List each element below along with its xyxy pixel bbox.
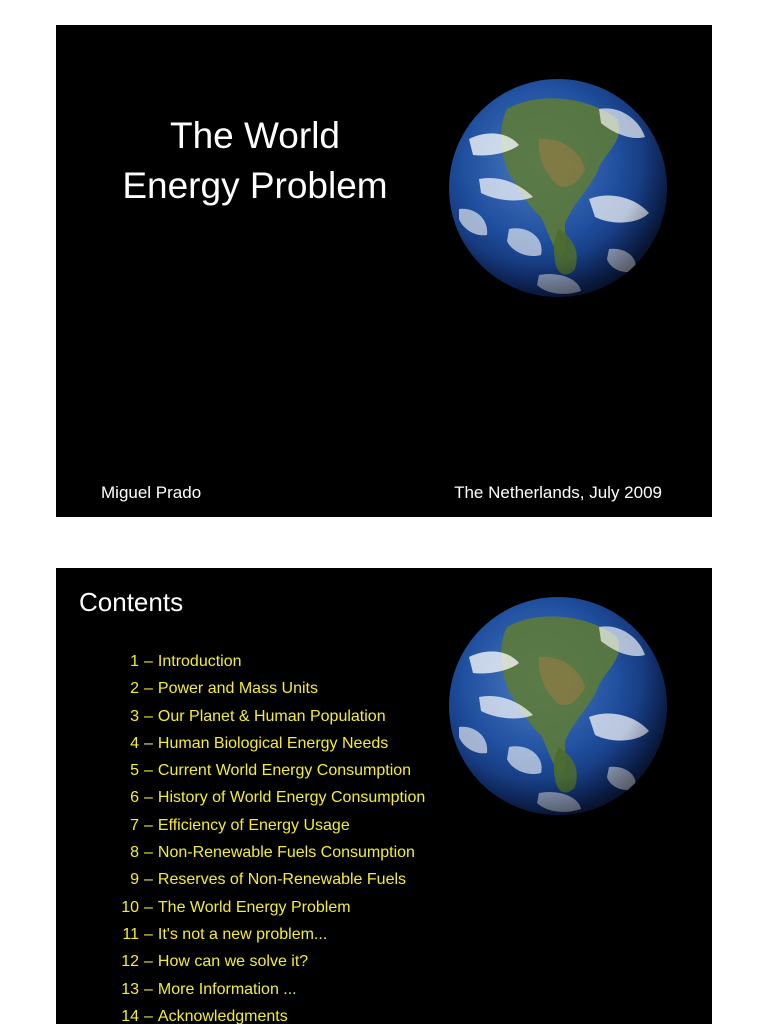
- toc-item-number: 7: [130, 816, 139, 834]
- toc-item-label: More Information ...: [157, 980, 297, 998]
- toc-item: [56, 707, 425, 734]
- toc-item-label: Acknowledgments: [157, 1007, 288, 1024]
- toc-item-label: Power and Mass Units: [157, 680, 318, 698]
- toc-item-label: History of World Energy Consumption: [157, 789, 426, 807]
- toc-item: [56, 843, 425, 870]
- toc-item: [56, 1007, 425, 1024]
- toc-separator: –: [144, 1007, 153, 1024]
- toc-item-label: The World Energy Problem: [157, 898, 351, 916]
- toc-item: [56, 816, 425, 843]
- toc-item-number: 10: [121, 898, 139, 916]
- toc-item-number: 13: [121, 980, 139, 998]
- earth-globe-image: [449, 597, 667, 815]
- toc-separator: –: [144, 980, 153, 998]
- earth-globe-image: [449, 79, 667, 297]
- toc-item-label: Introduction: [157, 653, 242, 670]
- toc-item-number: 5: [130, 762, 139, 780]
- toc-item-label: It's not a new problem...: [157, 925, 328, 943]
- toc-item-number: 14: [121, 1007, 139, 1024]
- toc-item-label: How can we solve it?: [157, 953, 309, 971]
- title-line-2: Energy Problem: [122, 165, 388, 206]
- toc-item-label: Reserves of Non-Renewable Fuels: [157, 871, 407, 889]
- toc-item-label: Non-Renewable Fuels Consumption: [157, 844, 415, 862]
- toc-item: [56, 761, 425, 788]
- toc-item-number: 11: [122, 925, 139, 943]
- toc-separator: –: [144, 953, 153, 971]
- toc-item: [56, 870, 425, 897]
- toc-separator: –: [144, 871, 153, 889]
- toc-item-number: 1: [130, 653, 139, 670]
- toc-item-number: 3: [130, 707, 139, 725]
- toc-separator: –: [144, 734, 153, 752]
- author-name: Miguel Prado: [101, 483, 202, 502]
- toc-item: [56, 898, 425, 925]
- toc-item: [56, 980, 425, 1007]
- table-of-contents: [56, 652, 425, 1024]
- toc-separator: –: [144, 844, 153, 862]
- title-slide: [56, 25, 712, 517]
- toc-item-label: Human Biological Energy Needs: [157, 734, 389, 752]
- contents-slide: [56, 568, 712, 1024]
- contents-heading: Contents: [79, 587, 184, 617]
- toc-separator: –: [144, 762, 153, 780]
- toc-separator: –: [144, 816, 153, 834]
- toc-separator: –: [144, 898, 153, 916]
- toc-item: [56, 679, 425, 706]
- toc-item-label: Efficiency of Energy Usage: [157, 816, 350, 834]
- toc-item-number: 2: [130, 680, 139, 698]
- slide-title: [96, 111, 414, 211]
- toc-item: [56, 952, 425, 979]
- toc-item-label: Our Planet & Human Population: [157, 707, 386, 725]
- title-line-1: The World: [170, 115, 340, 156]
- toc-separator: –: [144, 707, 153, 725]
- toc-item-number: 9: [130, 871, 139, 889]
- toc-item-number: 4: [130, 734, 139, 752]
- toc-item: [56, 925, 425, 952]
- toc-separator: –: [144, 680, 153, 698]
- toc-item-number: 6: [130, 789, 139, 807]
- toc-item-label: Current World Energy Consumption: [157, 762, 412, 780]
- toc-item-number: 12: [121, 953, 139, 971]
- place-date: The Netherlands, July 2009: [454, 483, 662, 502]
- toc-item: [56, 652, 425, 679]
- toc-separator: –: [144, 925, 153, 943]
- toc-item: [56, 788, 425, 815]
- toc-item-number: 8: [130, 844, 139, 862]
- toc-separator: –: [144, 653, 153, 670]
- toc-separator: –: [144, 789, 153, 807]
- toc-item: [56, 734, 425, 761]
